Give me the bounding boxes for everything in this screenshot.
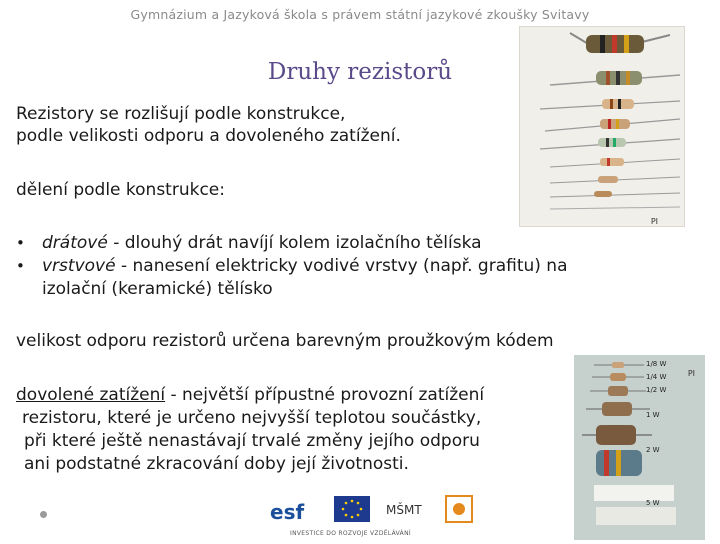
definition-film-cont: izolační (keramické) tělísko bbox=[42, 279, 273, 299]
label-5w: 5 W bbox=[646, 499, 660, 507]
photo-credit: PI bbox=[687, 369, 695, 378]
load-line-4: ani podstatné zkracování doby její životnosti. bbox=[24, 454, 409, 474]
msmt-logo-text: MŠMT bbox=[386, 503, 422, 517]
intro-line-2: podle velikosti odporu a dovoleného zatížení. bbox=[16, 126, 401, 146]
load-paragraph bbox=[16, 384, 576, 476]
logo-caption: INVESTICE DO ROZVOJE VZDĚLÁVÁNÍ bbox=[290, 530, 411, 537]
term-wire: drátové bbox=[42, 233, 108, 253]
list-item bbox=[16, 255, 676, 301]
footer-bullet-icon bbox=[40, 511, 47, 518]
photo-credit: PI bbox=[650, 217, 658, 226]
esf-logo bbox=[268, 498, 318, 524]
term-film: vrstvové bbox=[42, 256, 116, 276]
load-line-3: při které ještě nenastávají trvalé změny jejího odporu bbox=[24, 431, 480, 451]
definition-wire: - dlouhý drát navíjí kolem izolačního tělíska bbox=[107, 233, 482, 253]
load-term: dovolené zatížení bbox=[16, 385, 166, 405]
power-rating-photo bbox=[574, 355, 705, 540]
school-header: Gymnázium a Jazyková škola s právem státní jazykové zkoušky Svitavy bbox=[130, 7, 590, 22]
intro-line-1: Rezistory se rozlišují podle konstrukce, bbox=[16, 104, 346, 124]
opvk-logo bbox=[446, 496, 472, 522]
list-item bbox=[16, 232, 676, 255]
division-heading: dělení podle konstrukce: bbox=[16, 180, 225, 200]
load-line-1: - největší přípustné provozní zatížení bbox=[165, 385, 485, 405]
label-quarter-w: 1/4 W bbox=[646, 373, 667, 381]
color-code-text: velikost odporu rezistorů určena barevným proužkovým kódem bbox=[16, 331, 554, 351]
resistors-illustration bbox=[520, 27, 684, 226]
resistors-photo bbox=[519, 26, 685, 227]
bullet-icon: • bbox=[16, 257, 25, 275]
eu-flag-icon bbox=[334, 496, 370, 522]
intro-text bbox=[16, 103, 506, 147]
label-eighth-w: 1/8 W bbox=[646, 360, 667, 368]
bullet-icon: • bbox=[16, 234, 25, 252]
label-half-w: 1/2 W bbox=[646, 386, 667, 394]
power-resistors-illustration bbox=[574, 355, 705, 540]
construction-list bbox=[16, 232, 676, 301]
slide-title: Druhy rezistorů bbox=[267, 59, 453, 85]
load-line-2: rezistoru, které je určeno nejvyšší teplotou součástky, bbox=[22, 408, 482, 428]
definition-film: - nanesení elektricky vodivé vrstvy (např. grafitu) na bbox=[115, 256, 568, 276]
esf-logo-text: esf bbox=[270, 500, 305, 524]
label-1w: 1 W bbox=[646, 411, 660, 419]
label-2w: 2 W bbox=[646, 446, 660, 454]
msmt-logo bbox=[386, 502, 422, 517]
power-labels bbox=[646, 358, 666, 510]
